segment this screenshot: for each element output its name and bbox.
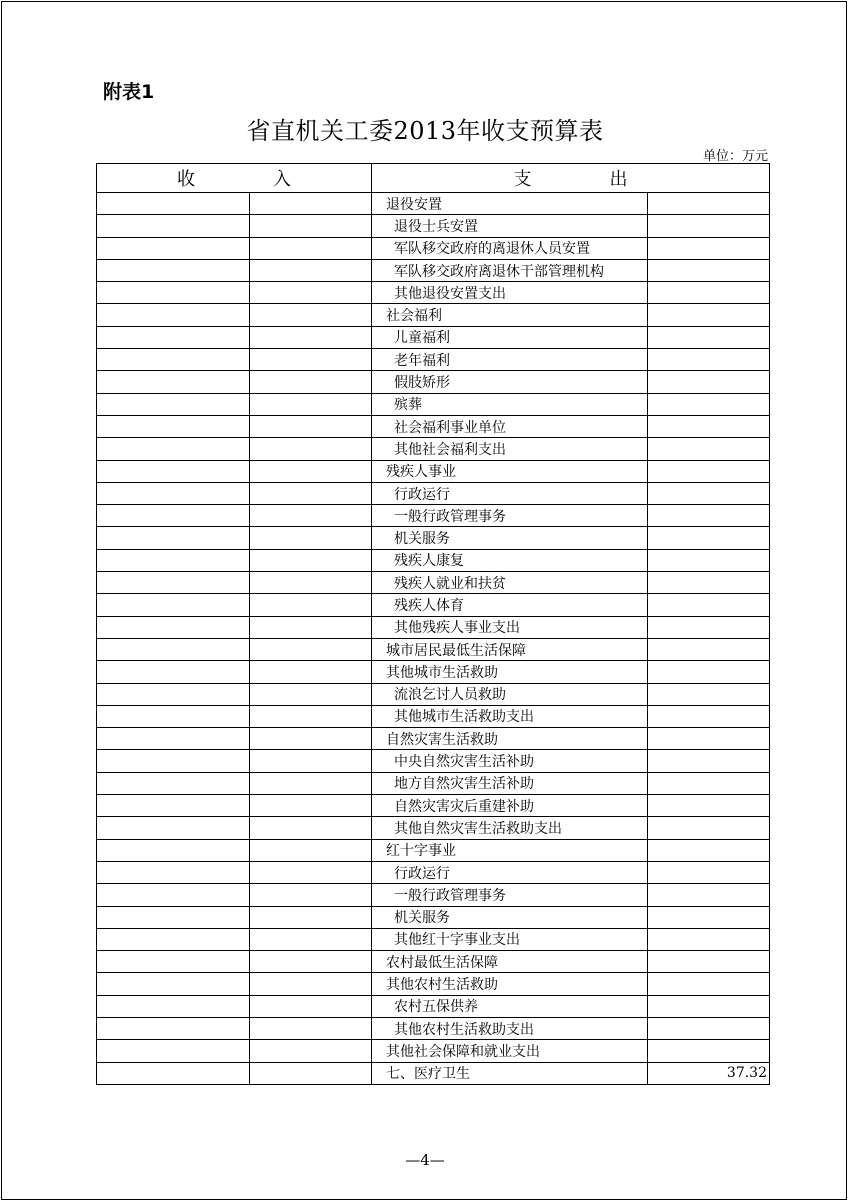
expense-amount xyxy=(648,861,770,883)
income-item-cell xyxy=(97,661,250,683)
expense-item-name: 行政运行 xyxy=(372,482,648,504)
attachment-label: 附表1 xyxy=(103,81,155,103)
income-amount-cell xyxy=(250,304,372,326)
income-amount-cell xyxy=(250,884,372,906)
expense-item-name: 残疾人康复 xyxy=(372,549,648,571)
table-row xyxy=(97,705,770,727)
expense-amount xyxy=(648,683,770,705)
table-row xyxy=(97,371,770,393)
income-amount-cell xyxy=(250,616,372,638)
table-row xyxy=(97,906,770,928)
expense-amount xyxy=(648,928,770,950)
table-row xyxy=(97,259,770,281)
table-row xyxy=(97,237,770,259)
income-item-cell xyxy=(97,527,250,549)
income-item-cell xyxy=(97,237,250,259)
table-row xyxy=(97,527,770,549)
table-row xyxy=(97,772,770,794)
expense-item-name: 中央自然灾害生活补助 xyxy=(372,750,648,772)
income-amount-cell xyxy=(250,349,372,371)
income-item-cell xyxy=(97,1017,250,1039)
table-row xyxy=(97,1017,770,1039)
expense-amount xyxy=(648,527,770,549)
income-amount-cell xyxy=(250,527,372,549)
income-item-cell xyxy=(97,1062,250,1084)
table-row xyxy=(97,728,770,750)
income-amount-cell xyxy=(250,951,372,973)
expense-item-name: 社会福利事业单位 xyxy=(372,415,648,437)
expense-item-name: 其他城市生活救助支出 xyxy=(372,705,648,727)
expense-item-name: 其他退役安置支出 xyxy=(372,282,648,304)
expense-item-name: 红十字事业 xyxy=(372,839,648,861)
income-amount-cell xyxy=(250,237,372,259)
income-amount-cell xyxy=(250,728,372,750)
table-row xyxy=(97,1062,770,1084)
income-item-cell xyxy=(97,817,250,839)
table-row xyxy=(97,193,770,215)
income-item-cell xyxy=(97,326,250,348)
income-item-cell xyxy=(97,1040,250,1062)
table-row xyxy=(97,861,770,883)
income-item-cell xyxy=(97,951,250,973)
income-item-cell xyxy=(97,772,250,794)
table-row xyxy=(97,482,770,504)
table-row xyxy=(97,839,770,861)
table-row xyxy=(97,594,770,616)
expense-item-name: 其他自然灾害生活救助支出 xyxy=(372,817,648,839)
income-amount-cell xyxy=(250,906,372,928)
table-row xyxy=(97,973,770,995)
budget-table xyxy=(96,163,770,1085)
income-item-cell xyxy=(97,884,250,906)
income-amount-cell xyxy=(250,638,372,660)
expense-item-name: 自然灾害生活救助 xyxy=(372,728,648,750)
expense-amount xyxy=(648,572,770,594)
expense-item-name: 地方自然灾害生活补助 xyxy=(372,772,648,794)
table-row xyxy=(97,460,770,482)
table-row xyxy=(97,282,770,304)
income-amount-cell xyxy=(250,705,372,727)
income-amount-cell xyxy=(250,861,372,883)
income-amount-cell xyxy=(250,505,372,527)
income-item-cell xyxy=(97,549,250,571)
income-item-cell xyxy=(97,304,250,326)
income-amount-cell xyxy=(250,1040,372,1062)
table-row xyxy=(97,304,770,326)
expense-item-name: 机关服务 xyxy=(372,527,648,549)
expense-item-name: 军队移交政府的离退休人员安置 xyxy=(372,237,648,259)
expense-amount xyxy=(648,215,770,237)
income-amount-cell xyxy=(250,460,372,482)
income-item-cell xyxy=(97,928,250,950)
table-row xyxy=(97,326,770,348)
expense-amount xyxy=(648,594,770,616)
table-row xyxy=(97,616,770,638)
expense-item-name: 机关服务 xyxy=(372,906,648,928)
expense-amount xyxy=(648,772,770,794)
expense-amount xyxy=(648,795,770,817)
expense-amount xyxy=(648,438,770,460)
income-item-cell xyxy=(97,349,250,371)
table-row xyxy=(97,438,770,460)
income-amount-cell xyxy=(250,415,372,437)
table-row xyxy=(97,750,770,772)
expense-amount xyxy=(648,193,770,215)
expense-item-name: 其他社会保障和就业支出 xyxy=(372,1040,648,1062)
expense-amount xyxy=(648,616,770,638)
expense-amount xyxy=(648,1017,770,1039)
income-amount-cell xyxy=(250,839,372,861)
expense-item-name: 其他残疾人事业支出 xyxy=(372,616,648,638)
table-row xyxy=(97,638,770,660)
expense-item-name: 七、医疗卫生 xyxy=(372,1062,648,1084)
expense-item-name: 农村五保供养 xyxy=(372,995,648,1017)
expense-item-name: 退役士兵安置 xyxy=(372,215,648,237)
income-item-cell xyxy=(97,259,250,281)
table-row xyxy=(97,1040,770,1062)
income-item-cell xyxy=(97,795,250,817)
table-row xyxy=(97,505,770,527)
table-row xyxy=(97,995,770,1017)
expense-item-name: 残疾人体育 xyxy=(372,594,648,616)
expense-item-name: 流浪乞讨人员救助 xyxy=(372,683,648,705)
expense-amount xyxy=(648,973,770,995)
table-row xyxy=(97,683,770,705)
table-row xyxy=(97,661,770,683)
expense-item-name: 假肢矫形 xyxy=(372,371,648,393)
income-amount-cell xyxy=(250,259,372,281)
income-item-cell xyxy=(97,973,250,995)
expense-amount xyxy=(648,705,770,727)
income-item-cell xyxy=(97,415,250,437)
income-amount-cell xyxy=(250,482,372,504)
income-amount-cell xyxy=(250,1017,372,1039)
expense-amount xyxy=(648,750,770,772)
income-item-cell xyxy=(97,460,250,482)
table-row xyxy=(97,549,770,571)
table-row xyxy=(97,572,770,594)
income-item-cell xyxy=(97,505,250,527)
table-row xyxy=(97,884,770,906)
income-item-cell xyxy=(97,906,250,928)
expense-item-name: 残疾人事业 xyxy=(372,460,648,482)
expense-amount xyxy=(648,393,770,415)
expense-amount xyxy=(648,661,770,683)
income-item-cell xyxy=(97,594,250,616)
income-amount-cell xyxy=(250,438,372,460)
income-amount-cell xyxy=(250,928,372,950)
income-amount-cell xyxy=(250,572,372,594)
expense-item-name: 退役安置 xyxy=(372,193,648,215)
table-row xyxy=(97,415,770,437)
expense-item-name: 其他农村生活救助 xyxy=(372,973,648,995)
expense-amount xyxy=(648,817,770,839)
income-amount-cell xyxy=(250,1062,372,1084)
income-amount-cell xyxy=(250,661,372,683)
expense-amount xyxy=(648,995,770,1017)
expense-item-name: 殡葬 xyxy=(372,393,648,415)
page-number: —4— xyxy=(405,1151,445,1169)
expense-item-name: 自然灾害灾后重建补助 xyxy=(372,795,648,817)
income-item-cell xyxy=(97,638,250,660)
table-row xyxy=(97,951,770,973)
expense-item-name: 老年福利 xyxy=(372,349,648,371)
table-row xyxy=(97,928,770,950)
income-item-cell xyxy=(97,861,250,883)
income-amount-cell xyxy=(250,193,372,215)
table-row xyxy=(97,817,770,839)
income-amount-cell xyxy=(250,995,372,1017)
income-item-cell xyxy=(97,193,250,215)
income-amount-cell xyxy=(250,772,372,794)
expense-amount xyxy=(648,482,770,504)
expense-amount xyxy=(648,951,770,973)
income-item-cell xyxy=(97,215,250,237)
expense-item-name: 其他红十字事业支出 xyxy=(372,928,648,950)
expense-amount xyxy=(648,638,770,660)
income-item-cell xyxy=(97,705,250,727)
expense-item-name: 城市居民最低生活保障 xyxy=(372,638,648,660)
expense-item-name: 残疾人就业和扶贫 xyxy=(372,572,648,594)
income-item-cell xyxy=(97,282,250,304)
income-amount-cell xyxy=(250,683,372,705)
income-item-cell xyxy=(97,482,250,504)
expense-amount xyxy=(648,505,770,527)
income-item-cell xyxy=(97,393,250,415)
table-row xyxy=(97,393,770,415)
income-amount-cell xyxy=(250,393,372,415)
table-row xyxy=(97,349,770,371)
expense-item-name: 儿童福利 xyxy=(372,326,648,348)
table-row xyxy=(97,795,770,817)
expense-amount xyxy=(648,304,770,326)
income-item-cell xyxy=(97,438,250,460)
income-item-cell xyxy=(97,728,250,750)
expense-amount xyxy=(648,326,770,348)
expense-amount xyxy=(648,415,770,437)
expense-item-name: 一般行政管理事务 xyxy=(372,505,648,527)
expense-item-name: 军队移交政府离退休干部管理机构 xyxy=(372,259,648,281)
document-title: 省直机关工委2013年收支预算表 xyxy=(246,117,604,145)
expense-item-name: 其他社会福利支出 xyxy=(372,438,648,460)
income-amount-cell xyxy=(250,549,372,571)
expense-amount xyxy=(648,371,770,393)
expense-item-name: 其他城市生活救助 xyxy=(372,661,648,683)
income-amount-cell xyxy=(250,750,372,772)
expense-amount xyxy=(648,259,770,281)
income-item-cell xyxy=(97,683,250,705)
expense-item-name: 其他农村生活救助支出 xyxy=(372,1017,648,1039)
table-header-row xyxy=(97,164,770,193)
expense-amount xyxy=(648,728,770,750)
income-amount-cell xyxy=(250,215,372,237)
expense-item-name: 一般行政管理事务 xyxy=(372,884,648,906)
income-amount-cell xyxy=(250,326,372,348)
income-amount-cell xyxy=(250,795,372,817)
expense-amount xyxy=(648,1040,770,1062)
income-item-cell xyxy=(97,572,250,594)
expense-amount xyxy=(648,237,770,259)
income-amount-cell xyxy=(250,594,372,616)
income-amount-cell xyxy=(250,371,372,393)
expense-amount xyxy=(648,839,770,861)
expense-amount xyxy=(648,884,770,906)
expense-amount xyxy=(648,282,770,304)
unit-label: 单位：万元 xyxy=(702,149,768,164)
expense-amount xyxy=(648,549,770,571)
income-item-cell xyxy=(97,371,250,393)
expense-item-name: 农村最低生活保障 xyxy=(372,951,648,973)
expense-amount xyxy=(648,460,770,482)
income-amount-cell xyxy=(250,973,372,995)
expense-amount: 37.32 xyxy=(648,1062,770,1084)
expense-item-name: 社会福利 xyxy=(372,304,648,326)
income-item-cell xyxy=(97,995,250,1017)
expense-header: 支 出 xyxy=(372,164,770,193)
income-item-cell xyxy=(97,750,250,772)
income-header: 收 入 xyxy=(97,164,372,193)
table-body xyxy=(97,193,770,1085)
income-item-cell xyxy=(97,839,250,861)
income-amount-cell xyxy=(250,817,372,839)
expense-amount xyxy=(648,906,770,928)
income-amount-cell xyxy=(250,282,372,304)
table-row xyxy=(97,215,770,237)
expense-item-name: 行政运行 xyxy=(372,861,648,883)
expense-amount xyxy=(648,349,770,371)
income-item-cell xyxy=(97,616,250,638)
